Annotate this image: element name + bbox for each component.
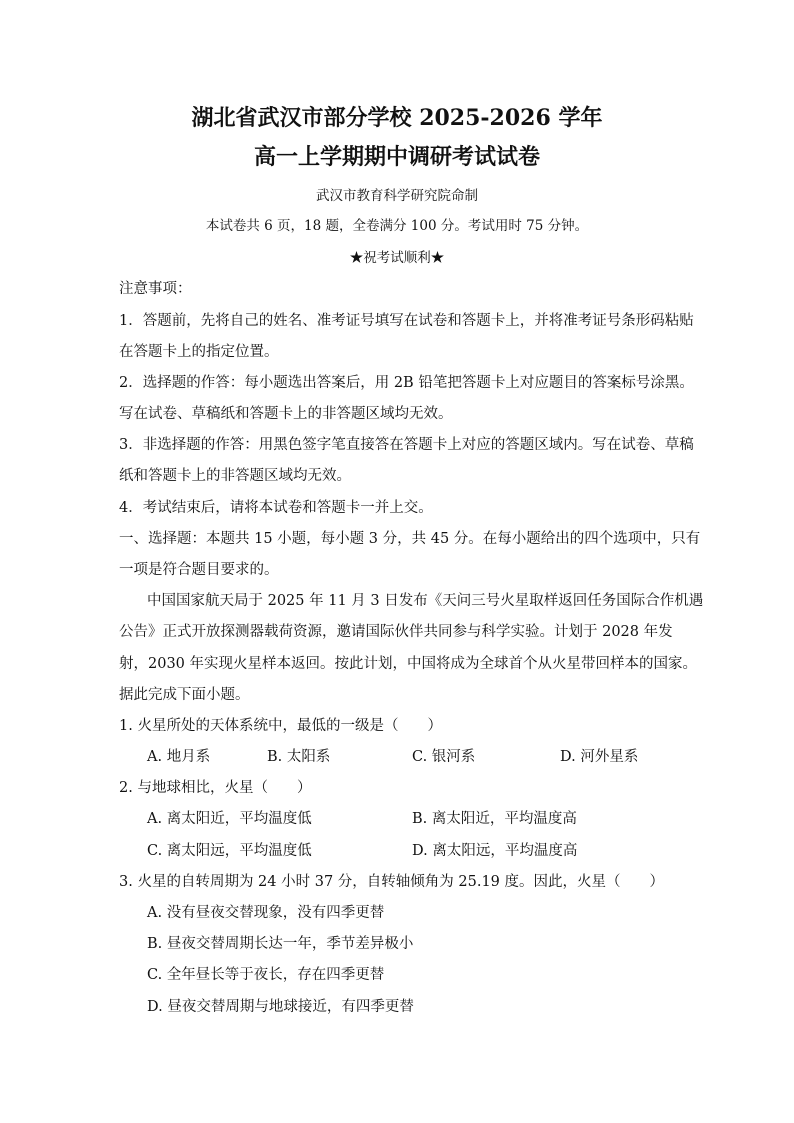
passage-line: 公告》正式开放探测器载荷资源，邀请国际伙伴共同参与科学实验。计划于 2028 年发 xyxy=(119,624,673,640)
exam-title-line2: 高一上学期期中调研考试试卷 xyxy=(253,144,540,170)
option-a: A. 离太阳近，平均温度低 xyxy=(147,811,312,827)
note-line: 2．选择题的作答：每小题选出答案后，用 2B 铅笔把答题卡上对应题目的答案标号涂黑。 xyxy=(119,375,694,391)
option-c: C. 银河系 xyxy=(412,749,476,765)
option-a: A. 地月系 xyxy=(147,749,211,765)
option-b: B. 昼夜交替周期长达一年，季节差异极小 xyxy=(147,936,414,952)
exam-info-line: 本试卷共 6 页，18 题，全卷满分 100 分。考试用时 75 分钟。 xyxy=(205,218,589,234)
note-line: 1．答题前，先将自己的姓名、准考证号填写在试卷和答题卡上，并将准考证号条形码粘贴 xyxy=(119,313,694,329)
question-stem: 2. 与地球相比，火星（ ） xyxy=(119,780,312,796)
option-d: D. 河外星系 xyxy=(560,749,639,765)
publisher-line: 武汉市教育科学研究院命制 xyxy=(316,188,478,204)
option-a: A. 没有昼夜交替现象，没有四季更替 xyxy=(147,905,385,921)
section-heading: 一、选择题：本题共 15 小题，每小题 3 分，共 45 分。在每小题给出的四个选项中，只有 xyxy=(119,531,701,547)
option-d: D. 离太阳远，平均温度高 xyxy=(412,843,578,859)
section-heading: 一项是符合题目要求的。 xyxy=(119,562,279,578)
passage-line: 射，2030 年实现火星样本返回。按此计划，中国将成为全球首个从火星带回样本的国家。 xyxy=(119,656,698,672)
exam-title-line1: 湖北省武汉市部分学校 2025-2026 学年 xyxy=(191,105,603,131)
good-luck-line: ★祝考试顺利★ xyxy=(349,250,445,266)
passage-line: 中国国家航天局于 2025 年 11 月 3 日发布《天问三号火星取样返回任务国际合作机遇 xyxy=(147,593,704,609)
note-line: 在答题卡上的指定位置。 xyxy=(119,344,279,360)
notes-heading: 注意事项： xyxy=(119,281,192,297)
option-c: C. 离太阳远，平均温度低 xyxy=(147,843,312,859)
note-line: 3．非选择题的作答：用黑色签字笔直接答在答题卡上对应的答题区域内。写在试卷、草稿 xyxy=(119,437,694,453)
question-stem: 1. 火星所处的天体系统中，最低的一级是（ ） xyxy=(119,718,442,734)
note-line: 写在试卷、草稿纸和答题卡上的非答题区域均无效。 xyxy=(119,406,453,422)
option-b: B. 太阳系 xyxy=(267,749,331,765)
option-b: B. 离太阳近，平均温度高 xyxy=(412,811,577,827)
note-line: 纸和答题卡上的非答题区域均无效。 xyxy=(119,468,351,484)
option-c: C. 全年昼长等于夜长，存在四季更替 xyxy=(147,967,385,983)
passage-line: 据此完成下面小题。 xyxy=(119,687,250,703)
question-stem: 3. 火星的自转周期为 24 小时 37 分，自转轴倾角为 25.19 度。因此，火星（ ） xyxy=(119,874,665,890)
option-d: D. 昼夜交替周期与地球接近，有四季更替 xyxy=(147,999,414,1015)
note-line: 4．考试结束后，请将本试卷和答题卡一并上交。 xyxy=(119,500,433,516)
